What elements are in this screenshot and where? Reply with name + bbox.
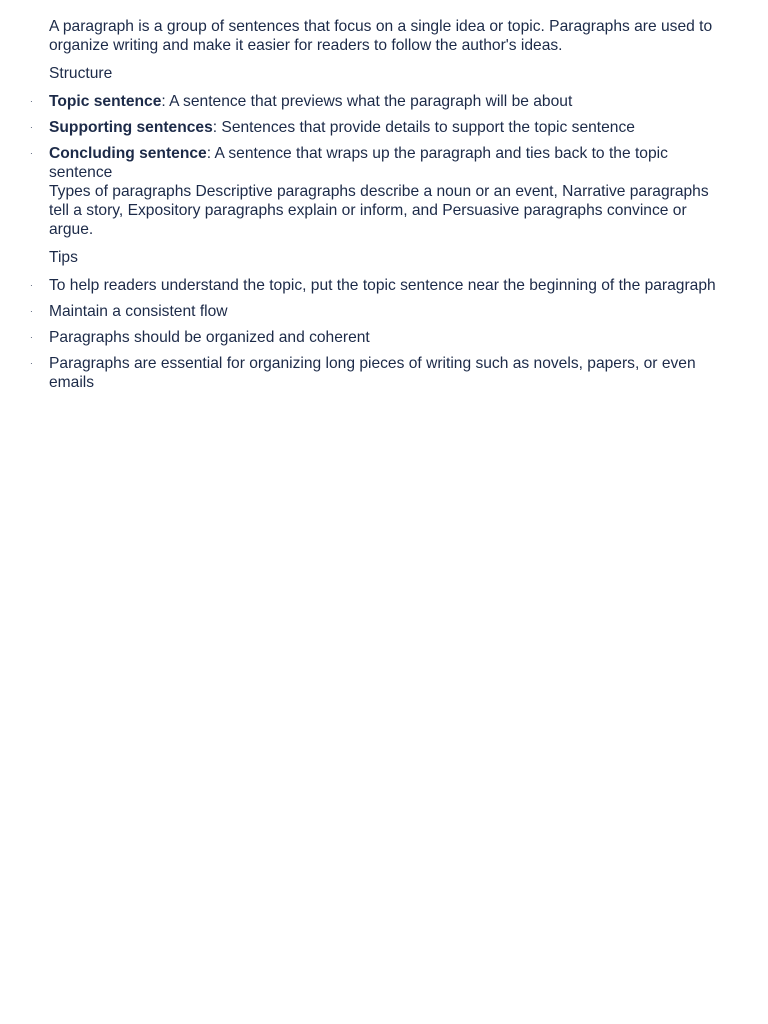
tips-heading: Tips — [49, 249, 78, 266]
bullet-icon: · — [30, 333, 33, 342]
bullet-icon: · — [30, 149, 33, 158]
tip-text: Paragraphs should be organized and coherent — [49, 329, 370, 346]
structure-term: Supporting sentences — [49, 119, 213, 136]
structure-description: : A sentence that wraps up the paragraph and ties back to the topic sentence — [49, 145, 668, 181]
types-paragraph: Types of paragraphs Descriptive paragraphs describe a noun or an event, Narrative paragraphs tell a story, Expository paragraphs explain or inform, and Persuasive paragraphs convince or argue. — [49, 183, 709, 238]
structure-list-item — [30, 144, 724, 182]
structure-term: Topic sentence — [49, 93, 162, 110]
tips-list-item — [30, 354, 724, 392]
tips-list-item — [30, 328, 724, 347]
tips-list-item — [30, 302, 724, 321]
bullet-icon: · — [30, 97, 33, 106]
tip-text: Paragraphs are essential for organizing long pieces of writing such as novels, papers, or even emails — [49, 355, 696, 391]
structure-description: : Sentences that provide details to support the topic sentence — [212, 119, 635, 136]
tip-text: To help readers understand the topic, put the topic sentence near the beginning of the paragraph — [49, 277, 716, 294]
bullet-icon: · — [30, 359, 33, 368]
intro-paragraph: A paragraph is a group of sentences that focus on a single idea or topic. Paragraphs are used to organize writing and make it easier for readers to follow the author's ideas. — [49, 18, 713, 54]
structure-list-item — [30, 118, 724, 137]
structure-heading: Structure — [49, 65, 113, 82]
tip-text: Maintain a consistent flow — [49, 303, 228, 320]
document-content — [30, 17, 724, 392]
structure-term: Concluding sentence — [49, 145, 207, 162]
structure-list-item — [30, 92, 724, 111]
structure-description: : A sentence that previews what the paragraph will be about — [161, 93, 573, 110]
bullet-icon: · — [30, 123, 33, 132]
bullet-icon: · — [30, 281, 33, 290]
bullet-icon: · — [30, 307, 33, 316]
tips-list-item — [30, 276, 724, 295]
